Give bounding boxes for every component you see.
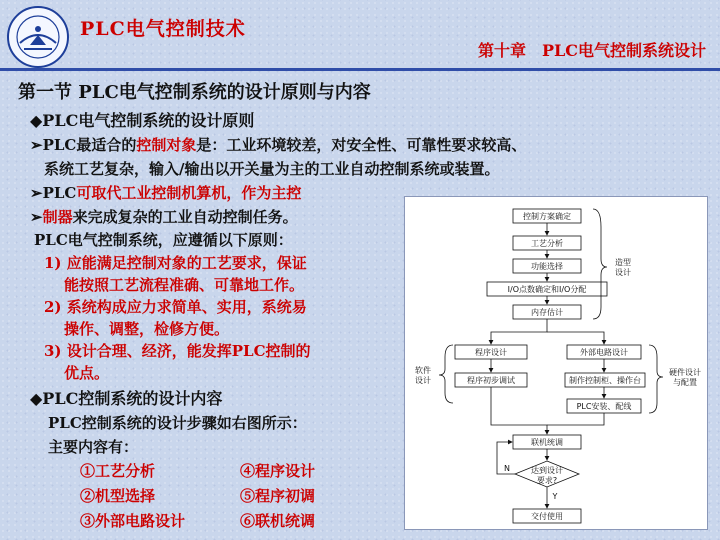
step-cabinet: 制作控制柜、操作台 <box>569 376 641 385</box>
principles-line-5: PLC电气控制系统，应遵循以下原则： <box>34 231 293 249</box>
line3-highlight: 可取代工业控制机算机，作为主控 <box>76 184 302 202</box>
line4-highlight: 制器 <box>42 208 73 226</box>
slide-header <box>0 0 720 70</box>
course-title: PLC电气控制技术 <box>80 18 246 40</box>
hardware-label-2: 与配置 <box>673 378 697 387</box>
line1-prefix: ➢PLC最适合的 <box>30 136 137 154</box>
rule-2-line-2: 操作、调整，检修方便。 <box>64 320 230 338</box>
rule-1-line-1: 1) 应能满足控制对象的工艺要求，保证 <box>44 254 307 272</box>
step-plan: 控制方案确定 <box>523 212 571 221</box>
content-item-1: ①工艺分析 <box>80 462 156 480</box>
no-label: N <box>504 464 510 473</box>
contents-line-1: PLC控制系统的设计步骤如右图所示： <box>48 414 307 432</box>
university-logo-icon <box>6 5 70 69</box>
line3-prefix: ➢PLC <box>30 184 77 202</box>
rule-1-line-2: 能按照工艺流程准确、可靠地工作。 <box>64 276 305 294</box>
step-io: I/O点数确定和I/O分配 <box>507 285 587 294</box>
contents-heading: ◆PLC控制系统的设计内容 <box>30 389 223 408</box>
line1-highlight: 控制对象 <box>136 136 197 154</box>
decision-line-1: 达到设计 <box>531 466 563 475</box>
rule-2-line-1: 2) 系统构成应力求简单、实用，系统易 <box>44 298 307 316</box>
software-label-1: 软件 <box>415 366 431 375</box>
model-design-label-1: 造型 <box>615 258 631 267</box>
decision-line-2: 要求? <box>536 476 558 485</box>
contents-line-2: 主要内容有： <box>48 438 139 456</box>
design-flowchart <box>404 196 708 530</box>
principles-line-3 <box>30 182 301 203</box>
section-title: 第一节 PLC电气控制系统的设计原则与内容 <box>18 82 371 103</box>
step-install: PLC安装、配线 <box>576 402 632 411</box>
software-label-2: 设计 <box>415 376 431 385</box>
principles-line-4 <box>30 206 298 227</box>
content-item-3: ③外部电路设计 <box>80 512 186 530</box>
rule-3-line-2: 优点。 <box>64 364 110 382</box>
step-memory: 内存估计 <box>531 308 563 317</box>
rule-3-line-1: 3) 设计合理、经济，能发挥PLC控制的 <box>44 342 311 360</box>
model-design-label-2: 设计 <box>615 268 631 277</box>
principles-line-2: 系统工艺复杂，输入/输出以开关量为主的工业自动控制系统或装置。 <box>44 160 500 178</box>
principles-line-1 <box>30 134 526 155</box>
yes-label: Y <box>552 492 558 501</box>
content-item-4: ④程序设计 <box>240 462 316 480</box>
line4-prefix: ➢ <box>30 208 43 226</box>
step-final: 交付使用 <box>531 512 563 521</box>
step-integration: 联机统调 <box>531 438 563 447</box>
step-circuit: 外部电路设计 <box>580 348 628 357</box>
flowchart-diagram <box>405 197 709 531</box>
content-item-5: ⑤程序初调 <box>240 487 316 505</box>
step-program: 程序设计 <box>475 348 507 357</box>
content-item-6: ⑥联机统调 <box>240 512 316 530</box>
chapter-title: 第十章 PLC电气控制系统设计 <box>477 41 706 60</box>
step-debug: 程序初步调试 <box>467 376 515 385</box>
header-divider <box>0 68 720 71</box>
principles-heading: ◆PLC电气控制系统的设计原则 <box>30 111 255 130</box>
content-item-2: ②机型选择 <box>80 487 156 505</box>
step-process: 工艺分析 <box>531 239 563 248</box>
step-function: 功能选择 <box>531 262 563 271</box>
hardware-label-1: 硬件设计 <box>669 368 701 377</box>
line4-rest: 来完成复杂的工业自动控制任务。 <box>72 208 298 226</box>
line1-rest: 是：工业环境较差，对安全性、可靠性要求较高、 <box>196 136 527 154</box>
